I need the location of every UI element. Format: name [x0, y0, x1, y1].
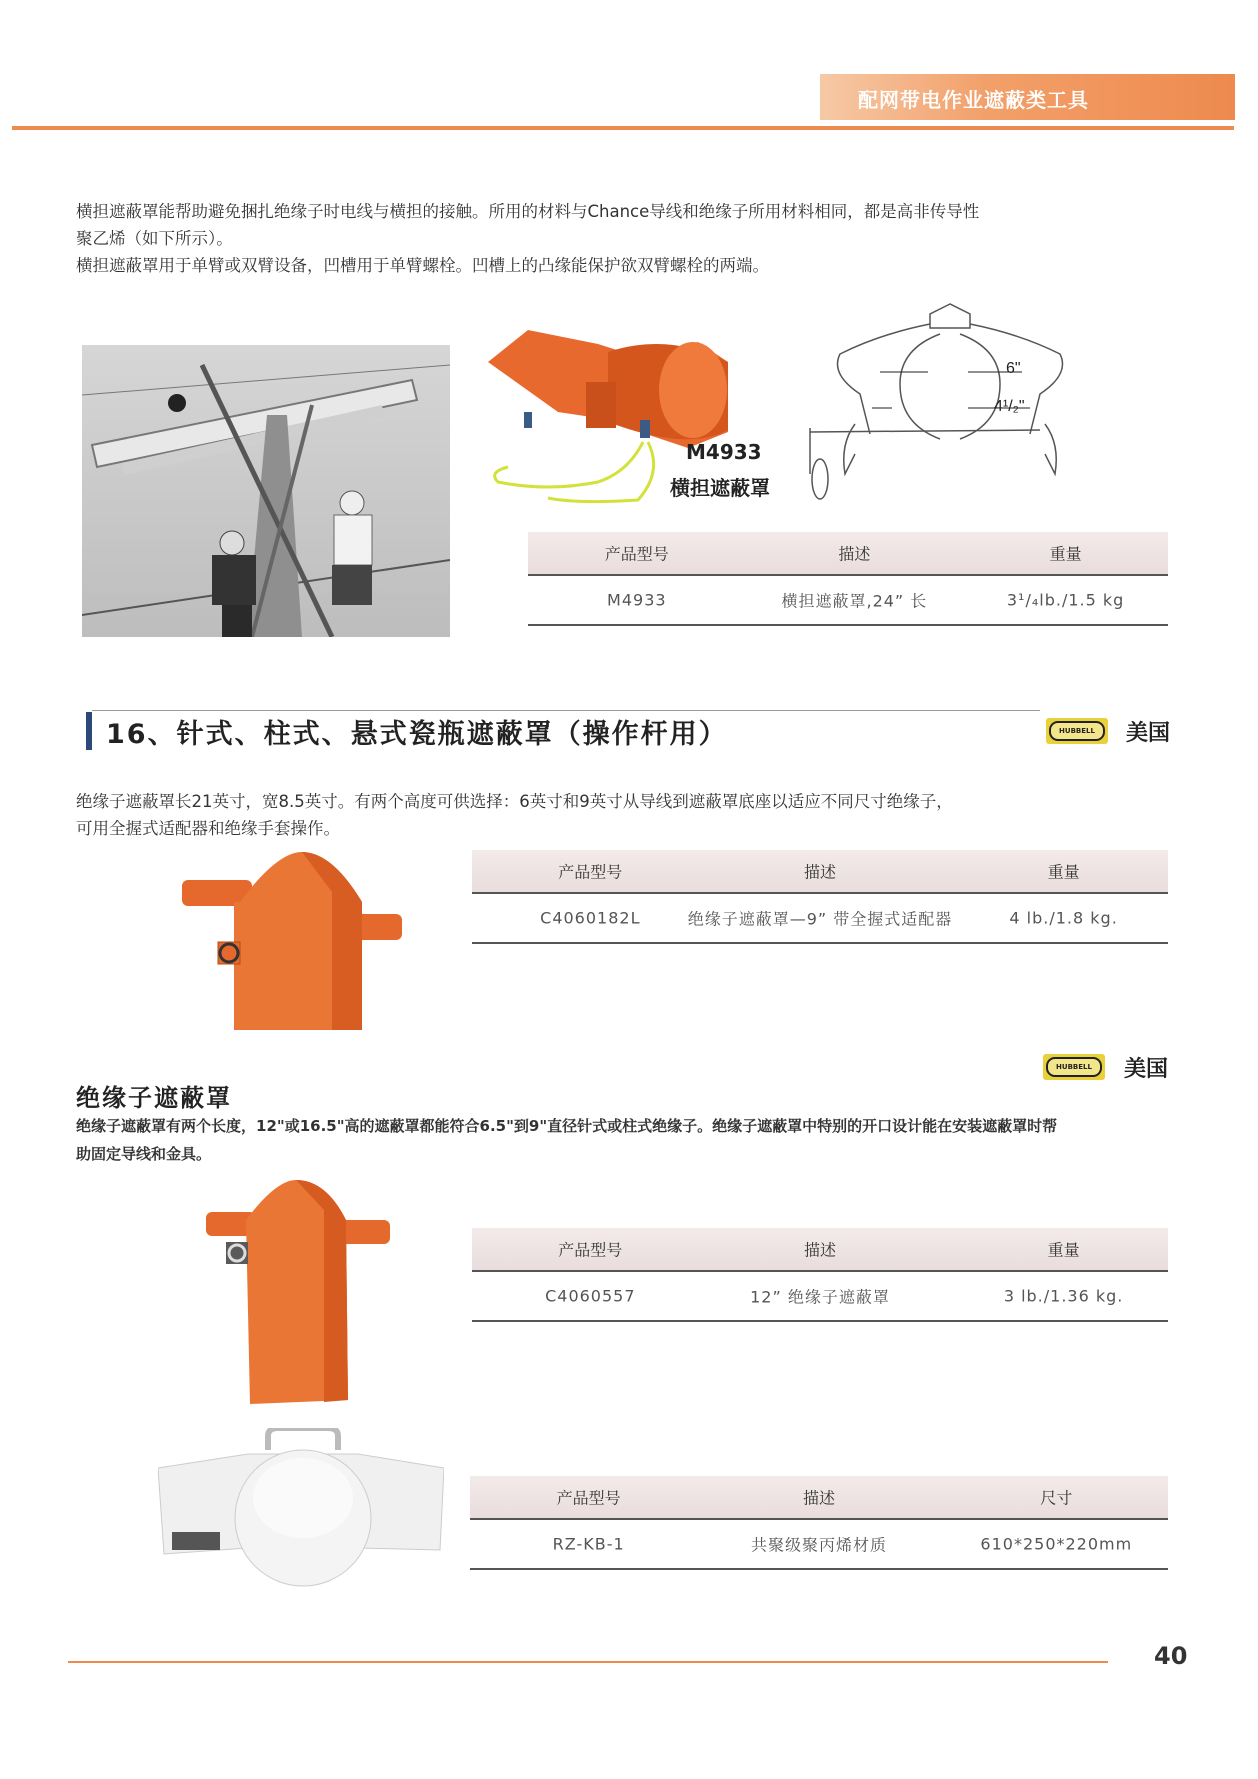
hubbell-logo-text: HUBBELL	[1049, 721, 1105, 741]
intro-line-3: 横担遮蔽罩用于单臂或双臂设备，凹槽用于单臂螺栓。凹槽上的凸缘能保护欲双臂螺栓的两端。	[76, 256, 769, 275]
cell-model: C4060557	[545, 1286, 636, 1306]
section-16-desc	[76, 788, 1196, 842]
table-header-row	[472, 850, 1168, 894]
col-header-model: 产品型号	[604, 544, 669, 564]
intro-line-2: 聚乙烯（如下所示）。	[76, 229, 233, 248]
section-16-desc-line-1: 绝缘子遮蔽罩长21英寸，宽8.5英寸。有两个高度可供选择：6英寸和9英寸从导线到遮蔽罩底座以适应不同尺寸绝缘子，	[76, 792, 953, 811]
insulator-cover-desc	[76, 1112, 1196, 1168]
cell-weight: 3 lb./1.36 kg.	[1003, 1286, 1124, 1306]
spec-table-c4060557	[472, 1228, 1168, 1322]
page-number: 40	[1154, 1642, 1188, 1670]
diagram-dim-inner: 4¹/₂"	[994, 398, 1025, 415]
cell-weight: 4 lb./1.8 kg.	[1009, 908, 1118, 928]
col-header-model: 产品型号	[556, 1488, 621, 1508]
table-header-row	[470, 1476, 1168, 1520]
header-title: 配网带电作业遮蔽类工具	[858, 88, 1089, 112]
col-header-desc: 描述	[838, 544, 871, 564]
col-header-desc: 描述	[803, 862, 837, 882]
linemen-photo	[82, 345, 450, 637]
cell-model: C4060182L	[540, 908, 641, 928]
col-header-weight: 重量	[1047, 1240, 1080, 1260]
country-label: 美国	[1124, 1057, 1169, 1082]
cell-size: 610*250*220mm	[980, 1534, 1133, 1554]
insulator-cover-adapter-image	[182, 852, 422, 1032]
table-row	[472, 894, 1168, 944]
header-rule	[12, 126, 1234, 130]
cell-desc: 横担遮蔽罩,24” 长	[781, 591, 928, 611]
col-header-desc: 描述	[803, 1240, 837, 1260]
section-marker	[86, 712, 92, 750]
hubbell-logo-text: HUBBELL	[1046, 1057, 1102, 1077]
cell-model: RZ-KB-1	[552, 1534, 625, 1554]
col-header-model: 产品型号	[558, 862, 623, 882]
insulator-cover-desc-line-1: 绝缘子遮蔽罩有两个长度，12"或16.5"高的遮蔽罩都能符合6.5"到9"直径针式或柱式绝缘子。绝缘子遮蔽罩中特别的开口设计能在安装遮蔽罩时帮	[76, 1117, 1058, 1135]
table-row	[470, 1520, 1168, 1570]
m4933-model-label: M4933	[686, 440, 762, 464]
cell-desc: 共聚级聚丙烯材质	[750, 1535, 888, 1555]
cell-desc: 12” 绝缘子遮蔽罩	[750, 1287, 890, 1307]
hubbell-logo	[1043, 1054, 1105, 1080]
col-header-model: 产品型号	[558, 1240, 623, 1260]
country-label: 美国	[1126, 721, 1171, 746]
section-16-desc-line-2: 可用全握式适配器和绝缘手套操作。	[76, 819, 340, 838]
cell-weight: 3¹/₄lb./1.5 kg	[1006, 590, 1125, 610]
cell-desc: 绝缘子遮蔽罩—9” 带全握式适配器	[687, 909, 953, 929]
col-header-desc: 描述	[802, 1488, 836, 1508]
spec-table-c4060182l	[472, 850, 1168, 944]
crossarm-diagram	[800, 294, 1100, 514]
spec-table-m4933	[528, 532, 1168, 626]
col-header-size: 尺寸	[1040, 1488, 1073, 1508]
insulator-cover-image	[206, 1180, 406, 1406]
table-row	[528, 576, 1168, 626]
section-16-title: 16、针式、柱式、悬式瓷瓶遮蔽罩（操作杆用）	[106, 719, 728, 750]
cell-model: M4933	[607, 590, 667, 610]
table-header-row	[528, 532, 1168, 576]
intro-text	[76, 198, 1196, 279]
intro-line-1: 横担遮蔽罩能帮助避免捆扎绝缘子时电线与横担的接触。所用的材料与Chance导线和绝缘子所用材料相同，都是高非传导性	[76, 202, 980, 221]
col-header-weight: 重量	[1049, 544, 1082, 564]
col-header-weight: 重量	[1047, 862, 1080, 882]
m4933-name-label: 横担遮蔽罩	[670, 476, 770, 500]
insulator-cover-title: 绝缘子遮蔽罩	[76, 1084, 232, 1112]
hubbell-logo	[1046, 718, 1108, 744]
insulator-cover-desc-line-2: 助固定导线和金具。	[76, 1145, 212, 1163]
table-header-row	[472, 1228, 1168, 1272]
spec-table-rz-kb-1	[470, 1476, 1168, 1570]
diagram-dim-width: 6"	[1006, 360, 1021, 377]
white-cover-image	[158, 1428, 444, 1588]
section-top-rule	[92, 710, 1040, 711]
table-row	[472, 1272, 1168, 1322]
footer-rule	[68, 1661, 1108, 1663]
